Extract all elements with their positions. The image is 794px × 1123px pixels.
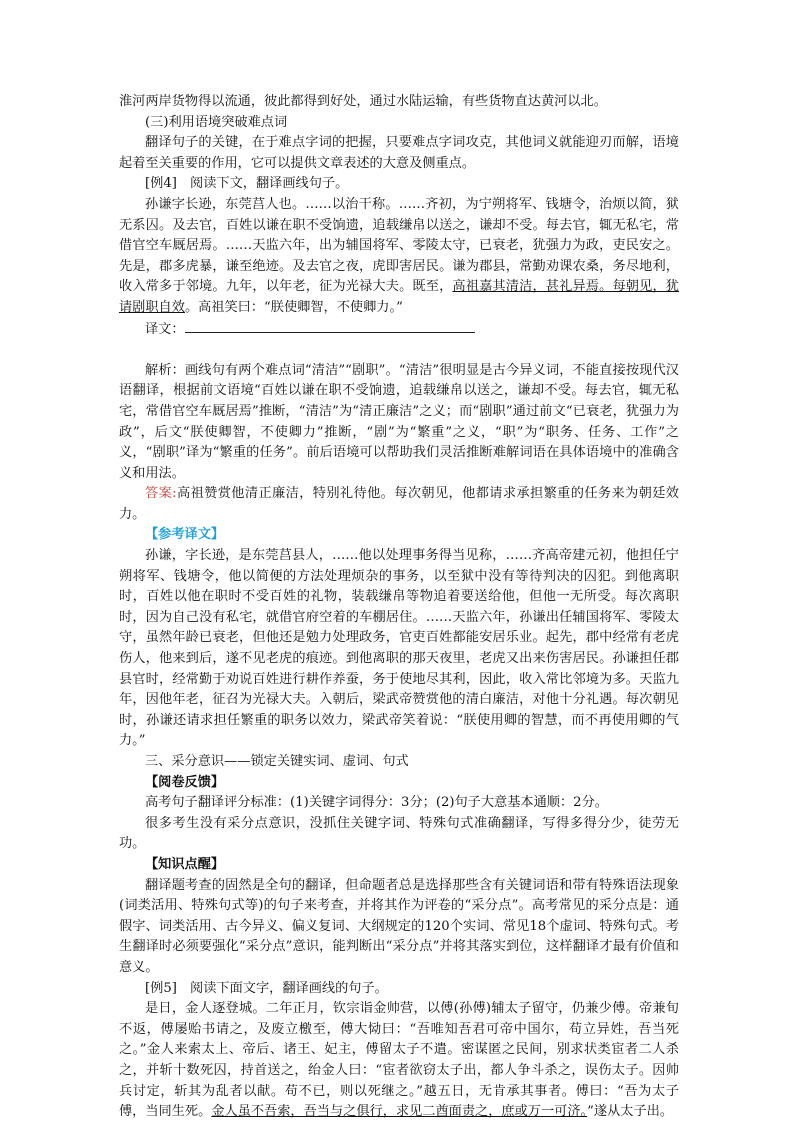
answer-paragraph xyxy=(119,484,679,525)
paragraph-line1: 淮河两岸货物得以流通，彼此都得到好处，通过水陆运输，有些货物直达黄河以北。 xyxy=(119,94,607,109)
analysis-paragraph: 解析：画线句有两个难点词“清洁”“剧职”。“清洁”很明显是古今异义词，不能直接按现代汉语翻译，根据前文语境“百姓以谦在职不受饷遗，追载缣帛以送之，谦却不受。每去官，辄无私宅，常借官空车厩居焉”推断，“清洁”为“清正廉洁”之义；而“剧职”通过前文“已衰老，犹强力为政”，后文“朕使卿智，不使卿力”推断，“剧”为“繁重”之义，“职”为“职务、任务、工作”之义，“剧职”译为“繁重的任务”。前后语境可以帮助我们灵活推断难解词语在具体语境中的准确含义和用法。 xyxy=(119,362,679,481)
example-5-text-b: ”遂从太子出。 xyxy=(587,1104,674,1120)
example-5-text xyxy=(119,999,679,1123)
translation-label: 译文： xyxy=(145,321,185,337)
example-4-title: [例4] 阅读下文，翻译画线句子。 xyxy=(145,176,349,192)
example-5-underlined: 金人虽不吾索，吾当与之俱行，求见二酋面责之，庶或万一可济。 xyxy=(211,1104,588,1120)
example-4-text-a: 孙谦字长逊，东莞莒人也。……以治干称。……齐初，为宁朔将军、钱塘令，治烦以简，狱无系囚。及去官，百姓以谦在职不受饷遗，追载缣帛以送之，谦却不受。每去官，辄无私宅，常借官空车厩居焉。……天监六年，出为辅国将军、零陵太守，已衰老，犹强力为政，吏民安之。先是，郡多虎暴，谦至绝迹。及去官之夜，虎即害居民。谦为郡县，常勤劝课农桑，务尽地利，收入常多于邻境。九年，以年老，征为光禄大夫。既至， xyxy=(119,196,679,295)
translation-line xyxy=(119,319,679,341)
answer-text: 高祖赞赏他清正廉洁，特别礼待他。每次朝见，他都请求承担繁重的任务来为朝廷效力。 xyxy=(119,486,679,522)
example-4-underlined: 高祖嘉其清洁，甚礼异焉。每朝见，犹请剧职自效 xyxy=(119,279,679,315)
section-heading-three: 三、采分意识——锁定关键实词、虚词、句式 xyxy=(145,754,409,769)
example-5-text-a: 是日，金人逐登城。二年正月，钦宗诣金帅营，以傅(孙傅)辅太子留守，仍兼少傅。帝兼旬不返，傅屡贻书请之，及废立檄至，傅大恸曰：“吾唯知吾君可帝中国尔，苟立异姓，吾当死之。”金人来索太上、帝后、诸王、妃主，傅留太子不遣。密谋匿之民间，别求状类宦者二人杀之，并斩十数死囚，持首送之，绐金人曰：“宦者欲窃太子出，都人争斗杀之，误伤太子。因帅兵讨定，斩其为乱者以献。苟不已，则以死继之。”越五日，无肯承其事者。傅曰：“吾为太子傅，当同生死。 xyxy=(119,1001,679,1120)
reference-translation-label: 【参考译文】 xyxy=(145,527,225,543)
spacer xyxy=(119,340,679,361)
reference-translation-text: 孙谦，字长逊，是东莞莒县人，……他以处理事务得当见称，……齐高帝建元初，他担任宁朔将军、钱塘令，他以简便的方法处理烦杂的事务，以至狱中没有等待判决的囚犯。到他离职时，百姓以他在职时不受百姓的礼物，装载缣帛等物追着要送给他，但他一无所受。每次离职时，因为自己没有私宅，就借官府空着的车棚居住。……天监六年，孙谦出任辅国将军、零陵太守，虽然年龄已衰老，但他还是勉力处理政务，官吏百姓都能安居乐业。起先，郡中经常有老虎伤人，他来到后，遂不见老虎的痕迹。到他离职的那天夜里，老虎又出来伤害居民。孙谦担任郡县官时，经常勤于劝说百姓进行耕作养蚕，务于使地尽其利，因此，收入常比邻境为多。天监九年，因他年老，征召为光禄大夫。入朝后，梁武帝赞赏他的清白廉洁，对他十分礼遇。每次朝见时，孙谦还请求担任繁重的职务以效力，梁武帝笑着说：“朕使用卿的智慧，而不再使用卿的气力。” xyxy=(119,548,679,749)
example-4-text xyxy=(119,195,679,319)
knowledge-text: 翻译题考查的固然是全句的翻译，但命题者总是选择那些含有关键词语和带有特殊语法现象(词类活用、特殊句式等)的句子来考查，并将其作为评卷的“采分点”。高考常见的采分点是：通假字、词类活用、古今异义、偏义复词、大纲规定的120个实词、常见18个虚词、特殊句式。考生翻译时必须要强化“采分点”意识，能判断出“采分点”并将其落实到位，这样翻译才最有价值和意义。 xyxy=(119,877,679,975)
document-body xyxy=(119,92,679,1123)
paragraph-intro: 翻译句子的关键，在于难点字词的把握，只要难点字词攻克，其他词义就能迎刃而解，语境起着至关重要的作用，它可以提供文章表述的大意及侧重点。 xyxy=(119,135,679,171)
review-feedback-heading: 【阅卷反馈】 xyxy=(145,774,225,790)
knowledge-heading: 【知识点醒】 xyxy=(145,856,225,872)
scoring-standard: 高考句子翻译评分标准：(1)关键字词得分：3分；(2)句子大意基本通顺：2分。 xyxy=(145,795,608,811)
section-heading-3: (三)利用语境突破难点词 xyxy=(145,114,288,130)
answer-label: 答案: xyxy=(145,486,177,502)
reference-translation-heading xyxy=(119,525,679,546)
example-4-text-b: 。高祖笑曰：“朕使卿智，不使卿力。” xyxy=(184,299,403,315)
example-5-title: [例5] 阅读下面文字，翻译画线的句子。 xyxy=(145,980,388,996)
feedback-text: 很多考生没有采分点意识，没抓住关键字词、特殊句式准确翻译，写得多得分少，徒劳无功。 xyxy=(119,815,679,852)
translation-blank xyxy=(185,319,475,333)
